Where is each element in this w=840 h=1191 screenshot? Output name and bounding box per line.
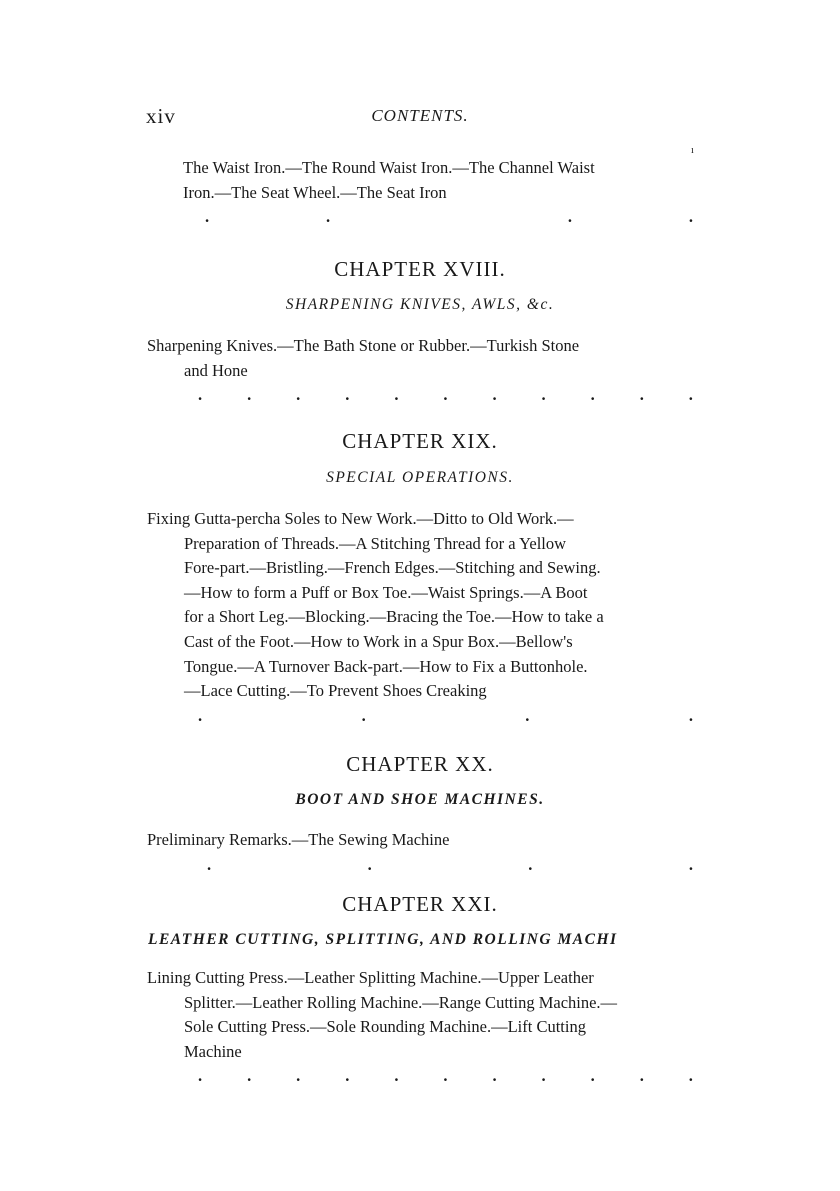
dot-leader: . . . . [205,207,693,227]
entry-line-last [147,679,693,728]
toc-entry-chapter-20 [147,828,693,877]
dot-leader: . . . . . . . . . . . [198,385,693,405]
toc-entry-chapter-21 [147,966,693,1089]
dot-leader: . . . . . . . . . . . [198,1066,693,1086]
chapter-title: CHAPTER XX. [346,752,494,776]
entry-line: Sharpening Knives.—The Bath Stone or Rubber.—Turkish Stone [147,336,580,355]
entry-line-text: —Lace Cutting.—To Prevent Shoes Creaking [184,681,487,701]
running-head: CONTENTS. [371,106,469,125]
entry-line: The Waist Iron.—The Round Waist Iron.—The Channel Waist [183,158,595,177]
entry-line: Sole Cutting Press.—Sole Rounding Machine.—Lift Cutting [184,1017,586,1037]
chapter-subtitle: LEATHER CUTTING, SPLITTING, AND ROLLING MACHI [148,931,618,948]
stray-mark: ı [691,145,694,156]
entry-line: Tongue.—A Turnover Back-part.—How to Fix a Buttonhole. [184,656,588,676]
entry-line: Lining Cutting Press.—Leather Splitting Machine.—Upper Leather [147,968,594,987]
chapter-subtitle: SHARPENING KNIVES, AWLS, &c. [285,296,555,313]
chapter-title: CHAPTER XVIII. [334,257,506,281]
chapter-title: CHAPTER XIX. [342,429,498,453]
entry-line-text: Preliminary Remarks.—The Sewing Machine [147,830,450,849]
entry-line: Splitter.—Leather Rolling Machine.—Range Cutting Machine.— [184,992,618,1012]
chapter-title: CHAPTER XXI. [342,892,498,916]
toc-entry-continuation [183,156,693,230]
entry-line: Cast of the Foot.—How to Work in a Spur Box.—Bellow's [184,631,573,651]
entry-line: —How to form a Puff or Box Toe.—Waist Springs.—A Boot [184,582,588,602]
toc-entry-chapter-19 [147,507,693,728]
entry-line-text: Iron.—The Seat Wheel.—The Seat Iron [183,182,447,202]
entry-line-text: Machine [184,1041,242,1061]
chapter-subtitle: BOOT AND SHOE MACHINES. [295,791,545,808]
entry-line-last [147,828,693,877]
entry-line-last [147,359,693,408]
entry-line-text: and Hone [184,360,248,380]
toc-entry-chapter-18 [147,334,693,408]
page-number: xiv [146,104,176,128]
dot-leader: . . . . [198,705,693,725]
entry-line: Fore-part.—Bristling.—French Edges.—Stitching and Sewing. [184,558,601,578]
entry-line-last [183,181,693,230]
entry-line: Preparation of Threads.—A Stitching Thread for a Yellow [184,533,567,553]
dot-leader: . . . . [207,854,693,874]
entry-line: for a Short Leg.—Blocking.—Bracing the Toe.—How to take a [184,607,604,627]
chapter-subtitle: SPECIAL OPERATIONS. [326,469,514,486]
entry-line: Fixing Gutta-percha Soles to New Work.—Ditto to Old Work.— [147,509,574,528]
entry-line-last [147,1040,693,1089]
